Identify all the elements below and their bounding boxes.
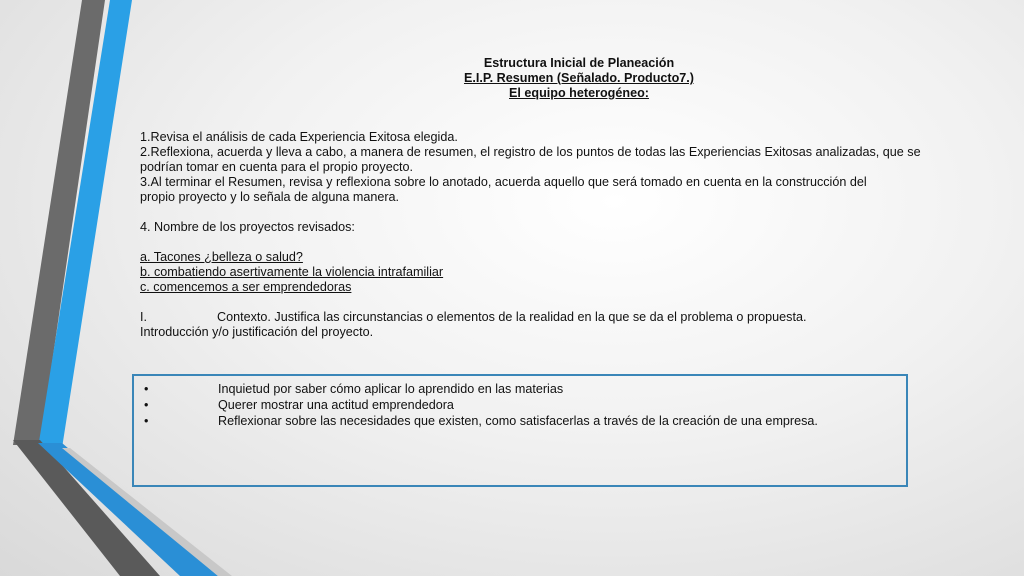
list-item-text: Querer mostrar una actitud emprendedora <box>218 398 454 412</box>
bullet-box <box>132 374 908 487</box>
list-item <box>144 397 818 413</box>
list-item-text: Reflexionar sobre las necesidades que existen, como satisfacerlas a través de la creación de una empresa. <box>218 414 818 428</box>
list-item <box>144 413 818 429</box>
instruction-step-1: 1.Revisa el análisis de cada Experiencia Exitosa elegida. <box>140 130 458 144</box>
instruction-step-3-line-1: 3.Al terminar el Resumen, revisa y reflexiona sobre lo anotado, acuerda aquello que será tomado en cuenta en la construcción del <box>140 175 867 189</box>
title-line-2: E.I.P. Resumen (Señalado. Producto7.) <box>463 71 694 85</box>
instruction-step-2-line-2: podrían tomar en cuenta para el propio proyecto. <box>140 160 414 174</box>
spacer <box>140 235 1010 250</box>
context-line-2: Introducción y/o justificación del proyecto. <box>140 325 374 339</box>
context-number: I. <box>140 310 147 324</box>
instruction-step-2-line-1: 2.Reflexiona, acuerda y lleva a cabo, a manera de resumen, el registro de los puntos de todas las Experiencias Exitosas analizadas, que se <box>140 145 921 159</box>
list-item-text: Inquietud por saber cómo aplicar lo aprendido en las materias <box>218 382 564 396</box>
bullet-icon: • <box>144 382 149 396</box>
bullet-list <box>144 381 818 429</box>
context-row <box>140 310 1010 325</box>
title-block <box>148 56 1010 101</box>
project-a: a. Tacones ¿belleza o salud? <box>140 250 303 264</box>
slide-content <box>140 56 1010 340</box>
context-text: Contexto. Justifica las circunstancias o elementos de la realidad en la que se da el problema o propuesta. <box>217 310 807 324</box>
project-c: c. comencemos a ser emprendedoras <box>140 280 352 294</box>
spacer <box>140 295 1010 310</box>
spacer <box>140 205 1010 220</box>
bullet-icon: • <box>144 398 149 412</box>
project-b: b. combatiendo asertivamente la violencia intrafamiliar <box>140 265 444 279</box>
title-line-1: Estructura Inicial de Planeación <box>483 56 675 70</box>
instruction-step-3-line-2: propio proyecto y lo señala de alguna manera. <box>140 190 400 204</box>
title-line-3: El equipo heterogéneo: <box>509 86 649 100</box>
spacer <box>140 101 1010 130</box>
bullet-icon: • <box>144 414 149 428</box>
list-item <box>144 381 818 397</box>
projects-heading: 4. Nombre de los proyectos revisados: <box>140 220 355 234</box>
